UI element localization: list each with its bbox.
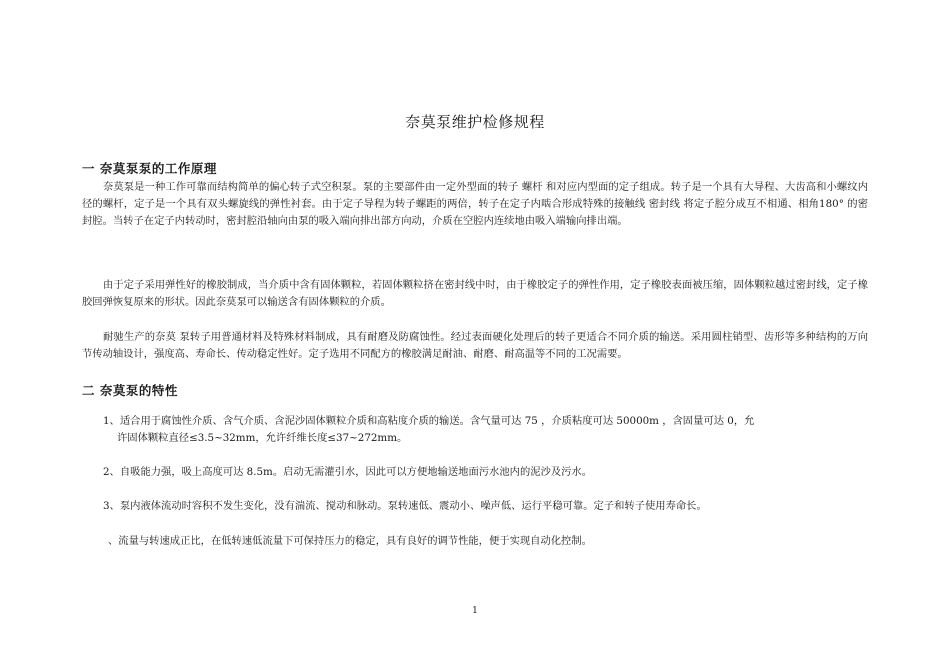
list-item-4 [108, 533, 883, 550]
page-number: 1 [472, 606, 478, 616]
paragraph-principle-3: 耐驰生产的奈莫 泵转子用普通材料及特殊材料制成，具有耐磨及防腐蚀性。经过表面硬化处理后的转子更适合不同介质的输送。采用圆柱销型、齿形等多种结构的万向节传动轴设计，强度高、寿命长、传动稳定性好。定子选用不同配方的橡胶满足耐油、耐磨、耐高温等不同的工况需要。 [82, 331, 868, 360]
list-item-1 [103, 413, 883, 447]
paragraph-principle-1: 奈莫泵是一种工作可靠而结构简单的偏心转子式空积泵。泵的主要部件由一定外型面的转子 螺杆 和对应内型面的定子组成。转子是一个具有大导程、大齿高和小螺纹内径的螺杆，定子是一个具有双头螺旋线的弹性衬套。由于定子导程为转子螺距的两倍，转子在定子内啮合形成特殊的接触线 密封线 将定子腔分成互不相通、相角180° 的密封腔。当转子在定子内转动时，密封腔沿轴向由泵的吸入端向排出部方向动，介质在空腔内连续地由吸入端输向排出端。 [82, 181, 868, 227]
document-title: 奈莫泵维护检修规程 [405, 113, 545, 131]
list-item-1-line2: 许固体颗粒直径≤3.5~32mm，允许纤维长度≤37~272mm。 [117, 432, 408, 444]
list-item-1-line1: 1、适合用于腐蚀性介质、含气介质、含泥沙固体颗粒介质和高粘度介质的输送。含气量可达 75 ，介质粘度可达 50000m ，含固量可达 0，允 [103, 415, 755, 427]
list-item-2 [103, 464, 883, 481]
list-item-2-line1: 2、自吸能力强，吸上高度可达 8.5m。启动无需灌引水，因此可以方便地输送地面污水池内的泥沙及污水。 [103, 466, 593, 478]
section-heading-working-principle: 一 奈莫泵泵的工作原理 [82, 161, 217, 176]
paragraph-principle-2: 由于定子采用弹性好的橡胶制成，当介质中含有固体颗粒，若固体颗粒挤在密封线中时，由于橡胶定子的弹性作用，定子橡胶表面被压缩，固体颗粒越过密封线，定子橡胶回弹恢复原来的形状。因此奈莫泵可以输送含有固体颗粒的介质。 [82, 279, 868, 308]
section-heading-characteristics: 二 奈莫泵的特性 [82, 383, 178, 398]
list-item-3-line1: 3、泵内液体流动时容积不发生变化，没有湍流、搅动和脉动。泵转速低、震动小、噪声低、运行平稳可靠。定子和转子使用寿命长。 [103, 500, 707, 512]
list-item-3 [103, 498, 883, 515]
list-item-4-line1: 、流量与转速成正比，在低转速低流量下可保持压力的稳定，具有良好的调节性能，便于实现自动化控制。 [108, 535, 592, 547]
